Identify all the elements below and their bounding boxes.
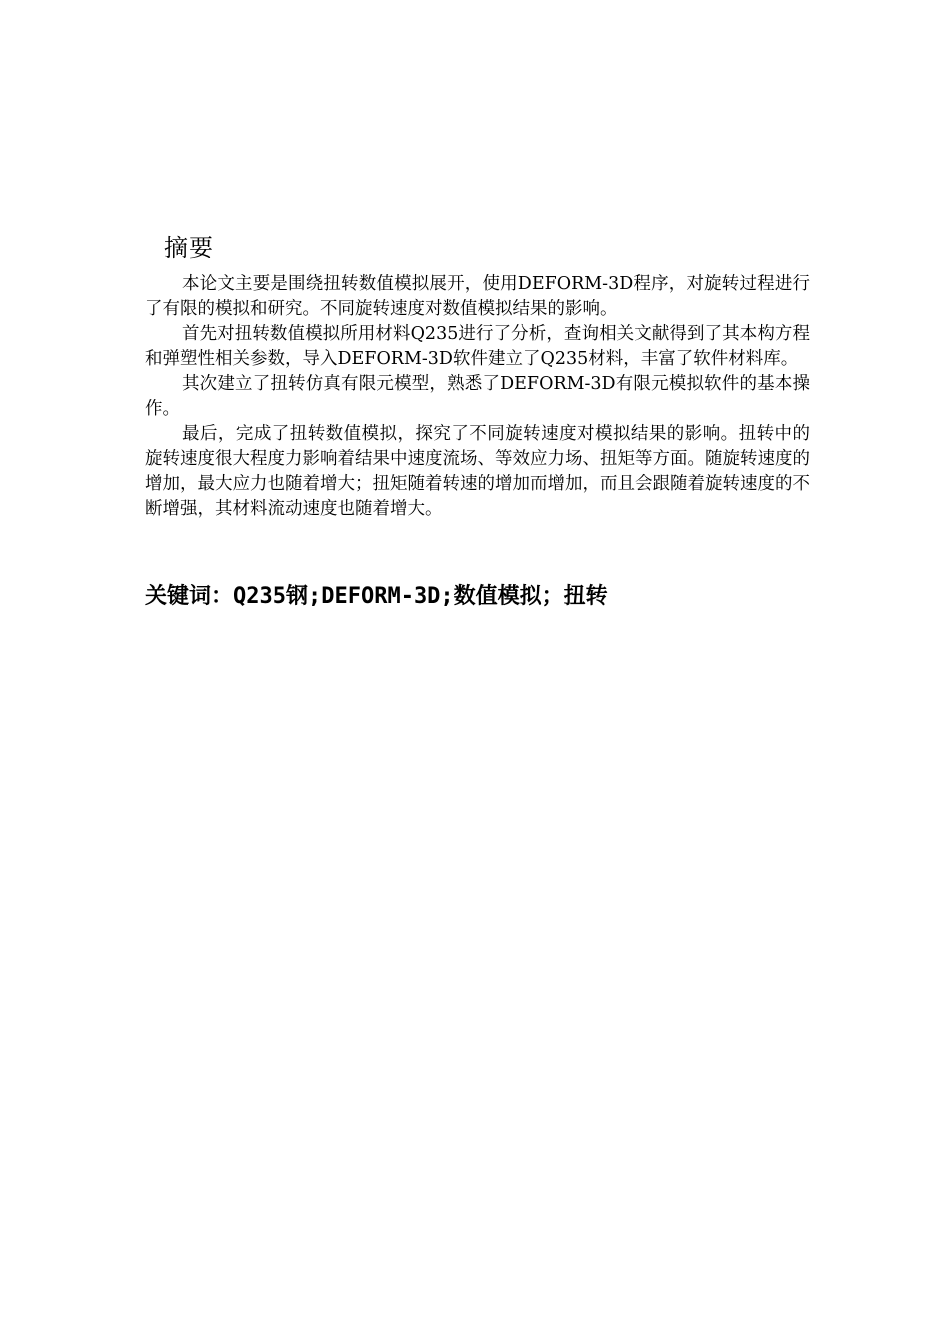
- abstract-paragraph: 其次建立了扭转仿真有限元模型，熟悉了DEFORM-3D有限元模拟软件的基本操作。: [145, 374, 810, 419]
- keywords-line: 关键词：Q235钢;DEFORM-3D;数值模拟；扭转: [145, 584, 608, 609]
- abstract-paragraph: 最后，完成了扭转数值模拟，探究了不同旋转速度对模拟结果的影响。扭转中的旋转速度很大程度力影响着结果中速度流场、等效应力场、扭矩等方面。随旋转速度的增加，最大应力也随着增大；扭矩随着转速的增加而增加，而且会跟随着旋转速度的不断增强，其材料流动速度也随着增大。: [145, 424, 810, 519]
- abstract-heading: 摘要: [164, 234, 214, 262]
- abstract-body: [145, 272, 810, 522]
- abstract-paragraph: 首先对扭转数值模拟所用材料Q235进行了分析，查询相关文献得到了其本构方程和弹塑性相关参数，导入DEFORM-3D软件建立了Q235材料，丰富了软件材料库。: [145, 324, 810, 369]
- abstract-paragraph: 本论文主要是围绕扭转数值模拟展开，使用DEFORM-3D程序，对旋转过程进行了有限的模拟和研究。不同旋转速度对数值模拟结果的影响。: [145, 274, 810, 319]
